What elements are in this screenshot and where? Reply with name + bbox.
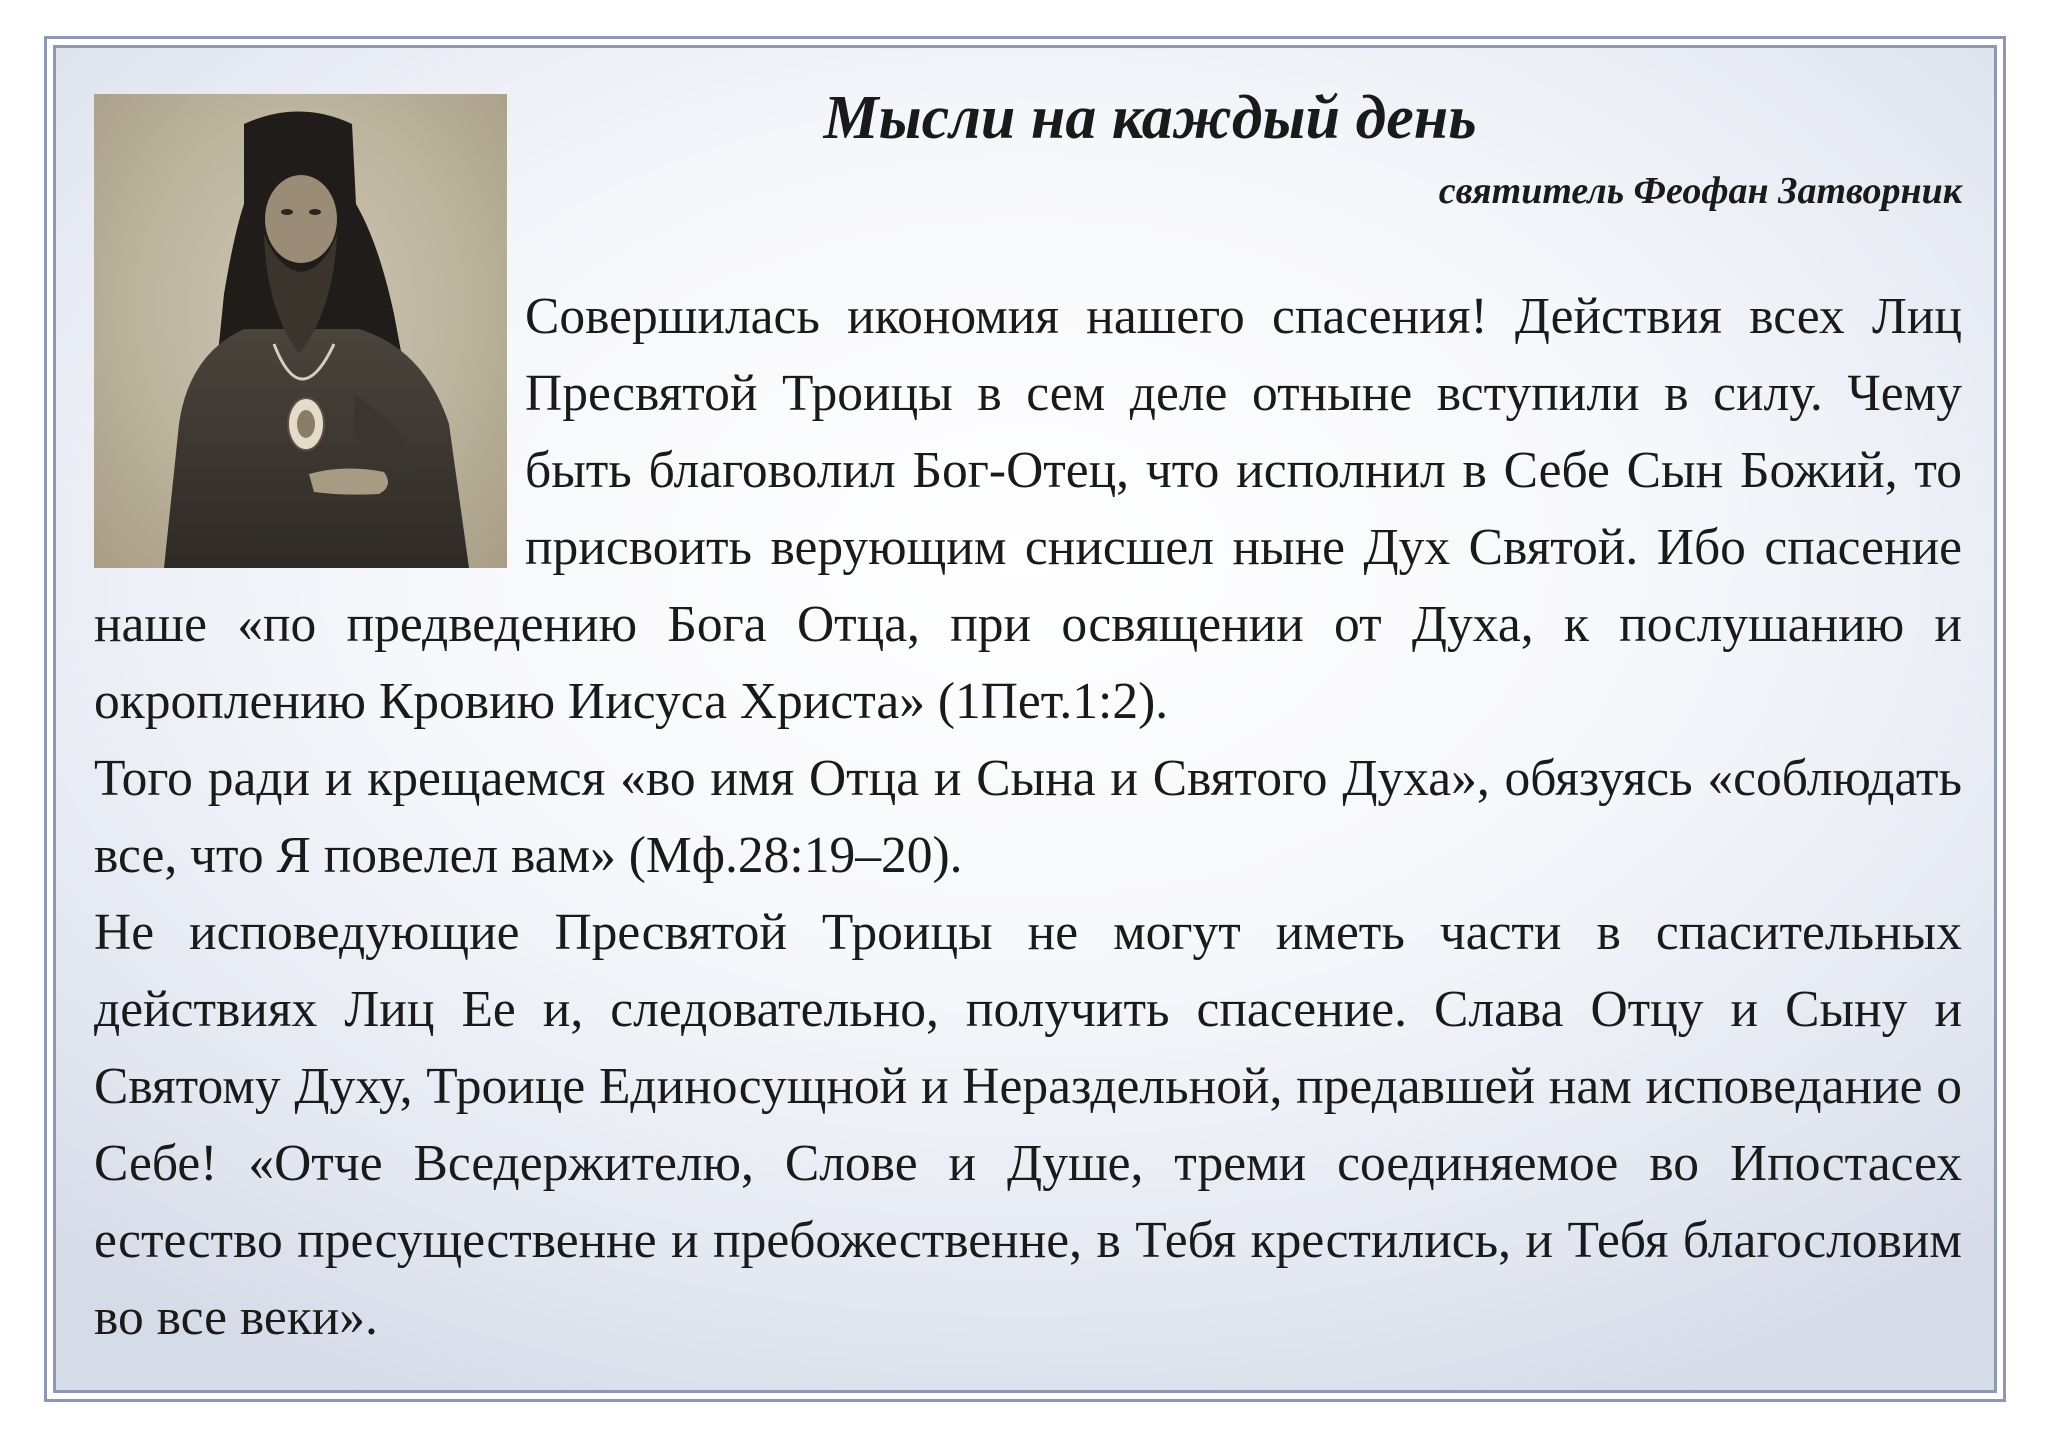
paragraph: Совершилась икономия нашего спасения! Действия всех Лиц Пресвятой Троицы в сем деле отныне вступили в силу. Чему быть благоволил Бог-Отец, что исполнил в Себе Сын Божий, то присвоить верующим снисшел ныне Дух Святой. Ибо спасение наше «по предведению Бога Отца, при освящении от Духа, к послушанию и окроплению Кровию Иисуса Христа» (1Пет.1:2). xyxy=(94,288,1962,730)
outer-frame xyxy=(44,36,2006,1402)
paragraph: Того ради и крещаемся «во имя Отца и Сына и Святого Духа», обязуясь «соблюдать все, что Я повелел вам» (Мф.28:19–20). xyxy=(94,750,1962,884)
paragraph: Не исповедующие Пресвятой Троицы не могут иметь части в спасительных действиях Лиц Ее и, следовательно, получить спасение. Слава Отцу и Сыну и Святому Духу, Троице Единосущной и Нераздельной, предавшей нам исповедание о Себе! «Отче Вседержителю, Слове и Душе, треми соединяемое во Ипостасех естество пресущественне и пребожественне, в Тебя крестились, и Тебя благословим во все веки». xyxy=(94,904,1962,1346)
saint-portrait-icon xyxy=(94,94,507,568)
page-title: Мысли на каждый день xyxy=(823,84,1477,152)
inner-frame xyxy=(53,45,1997,1393)
author-line: святитель Феофан Затворник xyxy=(1438,170,1962,212)
quote-body xyxy=(94,94,1962,1356)
